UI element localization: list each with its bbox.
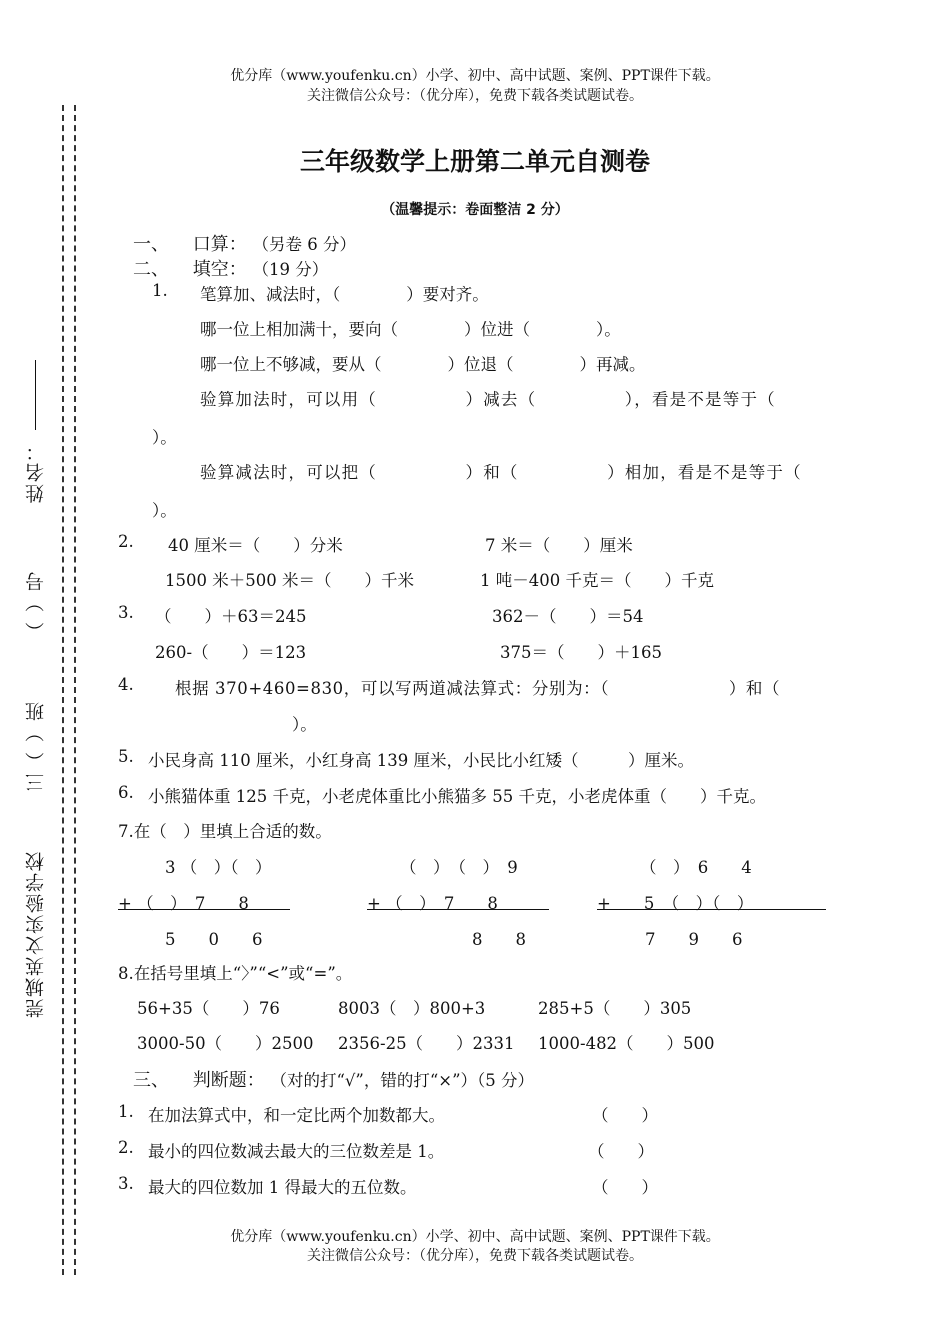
section-1-num: 一、 [133,234,169,255]
q4-line-2: ）。 [292,715,317,734]
q1-line-4: 验算加法时，可以用（ ）减去（ ），看是不是等于（ [200,390,776,409]
q1-line-3: 哪一位上不够减，要从（ ）位退（ ）再减。 [200,355,646,374]
q7-p1-mid: + （ ） 7 8 [118,894,249,913]
q3-d: 375＝（ ）＋165 [500,643,662,662]
q7-p3-underline [597,909,826,910]
q3-num: 3. [118,603,134,622]
q7-p3-top: （ ） 6 4 [640,858,752,877]
q1-num: 1. [152,281,168,300]
q8-title: 8.在括号里填上“〉”“<”或“=”。 [118,964,353,983]
judge-1-num: 1. [118,1102,134,1121]
q7-p1-underline [118,909,290,910]
section-2-num: 二、 [133,259,169,280]
q4-line-1: 根据 370+460=830，可以写两道减法算式：分别为：（ ）和（ [175,679,781,698]
q1-line-5: 验算减法时，可以把（ ）和（ ）相加，看是不是等于（ [200,463,802,482]
q3-b: 362－（ ）＝54 [492,607,644,626]
q8-r2a: 3000-50（ ）2500 [137,1034,314,1053]
judge-3-paren: （ ） [592,1178,658,1197]
judge-2-num: 2. [118,1138,134,1157]
section-2-title: 填空： [192,259,247,280]
q2-a: 40 厘米＝（ ）分米 [168,536,343,555]
judge-3-num: 3. [118,1174,134,1193]
section-3-title: 判断题： [192,1070,265,1091]
section-1-title: 口算： [192,234,247,255]
section-1-note: （另卷 6 分） [252,235,356,254]
q2-b: 7 米＝（ ）厘米 [485,536,633,555]
q5-num: 5. [118,747,134,766]
q8-r2b: 2356-25（ ）2331 [338,1034,515,1053]
page-title: 三年级数学上册第二单元自测卷 [299,147,650,176]
q8-r1a: 56+35（ ）76 [137,999,280,1018]
number-field: （ ）号 [25,570,47,642]
q1-line-5b: ）。 [152,501,177,520]
header-line-1: 优分库（www.youfenku.cn）小学、初中、高中试题、案例、PPT课件下载。 [230,68,720,84]
q1-line-4b: ）。 [152,428,177,447]
binding-line-right [74,105,76,1275]
q7-p2-top: （ ） （ ） 9 [400,858,518,877]
footer-line-2: 关注微信公众号：（优分库），免费下载各类试题试卷。 [307,1248,643,1264]
q6-num: 6. [118,783,134,802]
name-blank [35,360,38,430]
q1-line-2: 哪一位上相加满十，要向（ ）位进（ ）。 [200,320,621,339]
q8-r1b: 8003（ ）800+3 [338,999,486,1018]
section-3 [133,1066,534,1092]
section-1 [133,230,356,256]
judge-2-paren: （ ） [588,1142,654,1161]
section-2-note: （19 分） [252,260,329,279]
q3-a: （ ）＋63＝245 [155,607,307,626]
q2-c: 1500 米＋500 米＝（ ）千米 [165,571,414,590]
q6-text: 小熊猫体重 125 千克，小老虎体重比小熊猫多 55 千克，小老虎体重（ ）千克。 [148,787,766,806]
q8-r2c: 1000-482（ ）500 [538,1034,715,1053]
q7-p2-underline [367,909,549,910]
q7-p3-bot: 7 9 6 [645,930,743,949]
footer-line-1: 优分库（www.youfenku.cn）小学、初中、高中试题、案例、PPT课件下载。 [230,1229,720,1245]
q7-p2-mid: + （ ） 7 8 [367,894,498,913]
school-name: 莞城英文实验学校 [25,850,47,1018]
name-label: 姓名： [25,440,47,503]
section-2 [133,255,328,281]
q3-c: 260-（ ）＝123 [155,643,307,662]
class-field: 三（ ）班 [25,700,47,793]
header-line-2: 关注微信公众号：（优分库），免费下载各类试题试卷。 [307,88,643,104]
section-3-num: 三、 [133,1070,169,1091]
judge-2-text: 最小的四位数减去最大的三位数差是 1。 [148,1142,445,1161]
q7-p3-mid: + 5 （ ）（ ） [597,894,754,913]
q7-title: 7.在（ ）里填上合适的数。 [118,822,332,841]
judge-1-text: 在加法算式中，和一定比两个加数都大。 [148,1106,445,1125]
q5-text: 小民身高 110 厘米，小红身高 139 厘米，小民比小红矮（ ）厘米。 [148,751,694,770]
q8-r1c: 285+5（ ）305 [538,999,692,1018]
q7-p1-top: 3 （ ）（ ） [165,858,272,877]
hint-text: （温馨提示：卷面整洁 2 分） [381,202,569,218]
q2-d: 1 吨－400 千克＝（ ）千克 [480,571,714,590]
judge-3-text: 最大的四位数加 1 得最大的五位数。 [148,1178,417,1197]
section-3-note: （对的打“√”，错的打“×”）（5 分） [270,1071,535,1090]
q1-line-1: 笔算加、减法时，（ ）要对齐。 [200,285,489,304]
q7-p1-bot: 5 0 6 [165,930,263,949]
judge-1-paren: （ ） [592,1106,658,1125]
q7-p2-bot: 8 8 [472,930,526,949]
q2-num: 2. [118,532,134,551]
binding-line-left [62,105,64,1275]
q4-num: 4. [118,675,134,694]
